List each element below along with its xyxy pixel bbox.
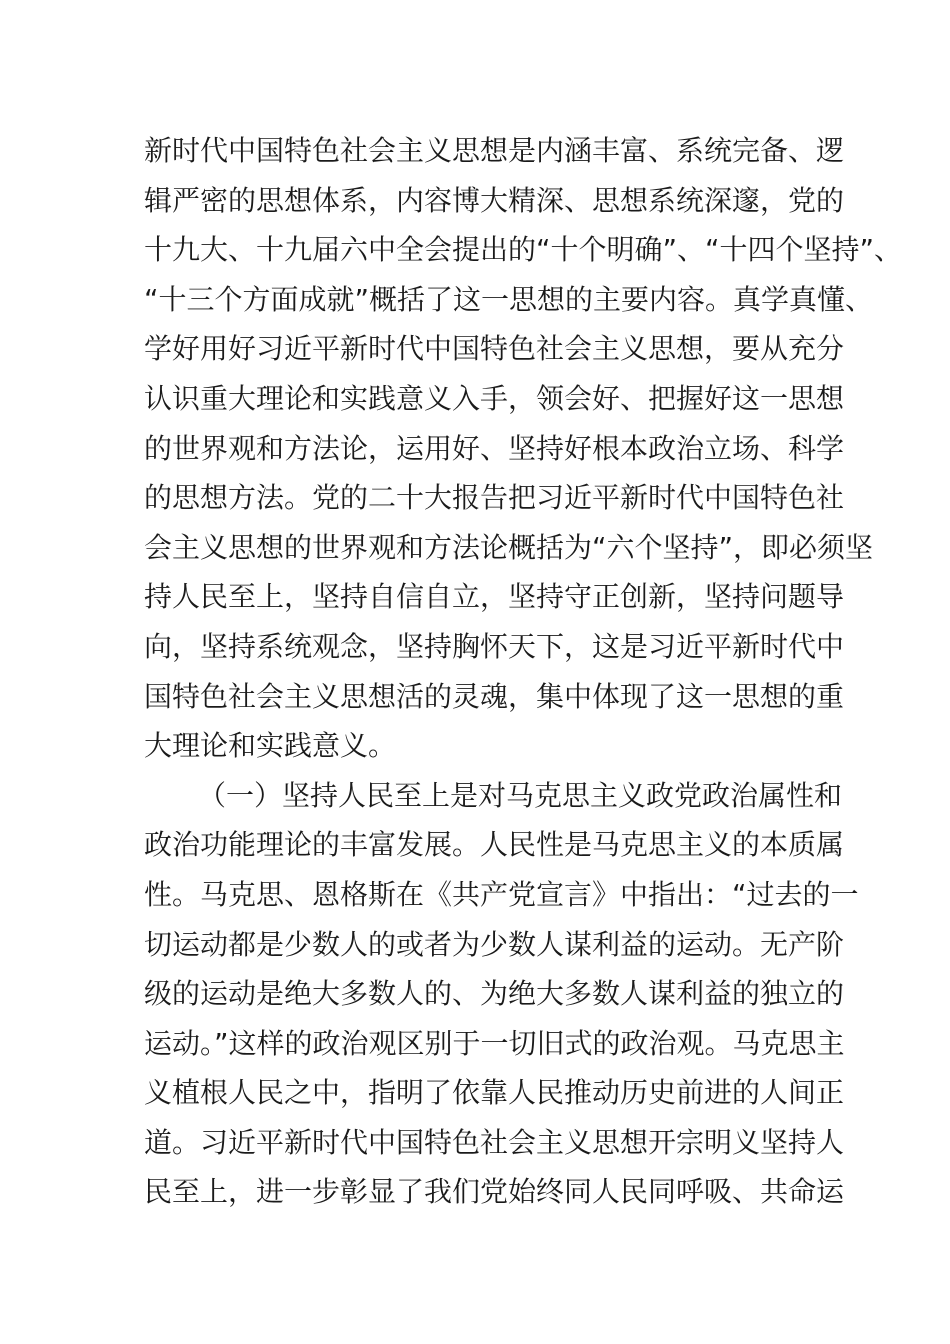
text-line: 级的运动是绝大多数人的、为绝大多数人谋利益的独立的 xyxy=(144,977,845,1011)
text-line: 运动。”这样的政治观区别于一切旧式的政治观。马克思主 xyxy=(144,1026,845,1060)
text-line: 切运动都是少数人的或者为少数人谋利益的运动。无产阶 xyxy=(144,927,845,961)
text-line: 认识重大理论和实践意义入手，领会好、把握好这一思想 xyxy=(144,381,845,415)
text-line: 义植根人民之中，指明了依靠人民推动历史前进的人间正 xyxy=(144,1076,845,1110)
text-line: 性。马克思、恩格斯在《共产党宣言》中指出：“过去的一 xyxy=(144,877,859,911)
text-line: 新时代中国特色社会主义思想是内涵丰富、系统完备、逻 xyxy=(144,134,845,167)
text-line: 道。习近平新时代中国特色社会主义思想开宗明义坚持人 xyxy=(144,1125,845,1159)
text-line: 民至上，进一步彰显了我们党始终同人民同呼吸、共命运 xyxy=(144,1175,845,1209)
text-line: 十九大、十九届六中全会提出的“十个明确”、“十四个坚持”、 xyxy=(144,233,903,267)
text-line: 辑严密的思想体系，内容博大精深、思想系统深邃，党的 xyxy=(144,183,845,217)
text-line: 的思想方法。党的二十大报告把习近平新时代中国特色社 xyxy=(144,481,845,515)
text-line: 国特色社会主义思想活的灵魂，集中体现了这一思想的重 xyxy=(144,679,845,713)
text-line: 政治功能理论的丰富发展。人民性是马克思主义的本质属 xyxy=(144,828,845,862)
text-line: 会主义思想的世界观和方法论概括为“六个坚持”，即必须坚 xyxy=(144,530,874,564)
text-line: 学好用好习近平新时代中国特色社会主义思想，要从充分 xyxy=(144,332,845,366)
text-line: 的世界观和方法论，运用好、坚持好根本政治立场、科学 xyxy=(144,431,845,465)
text-line: “十三个方面成就”概括了这一思想的主要内容。真学真懂、 xyxy=(144,282,874,316)
section-heading-line: （一）坚持人民至上是对马克思主义政党政治属性和 xyxy=(198,778,843,812)
text-line: 持人民至上，坚持自信自立，坚持守正创新，坚持问题导 xyxy=(144,580,845,614)
text-line: 向，坚持系统观念，坚持胸怀天下，这是习近平新时代中 xyxy=(144,629,845,663)
text-line: 大理论和实践意义。 xyxy=(144,729,397,763)
document-body xyxy=(144,126,903,1217)
